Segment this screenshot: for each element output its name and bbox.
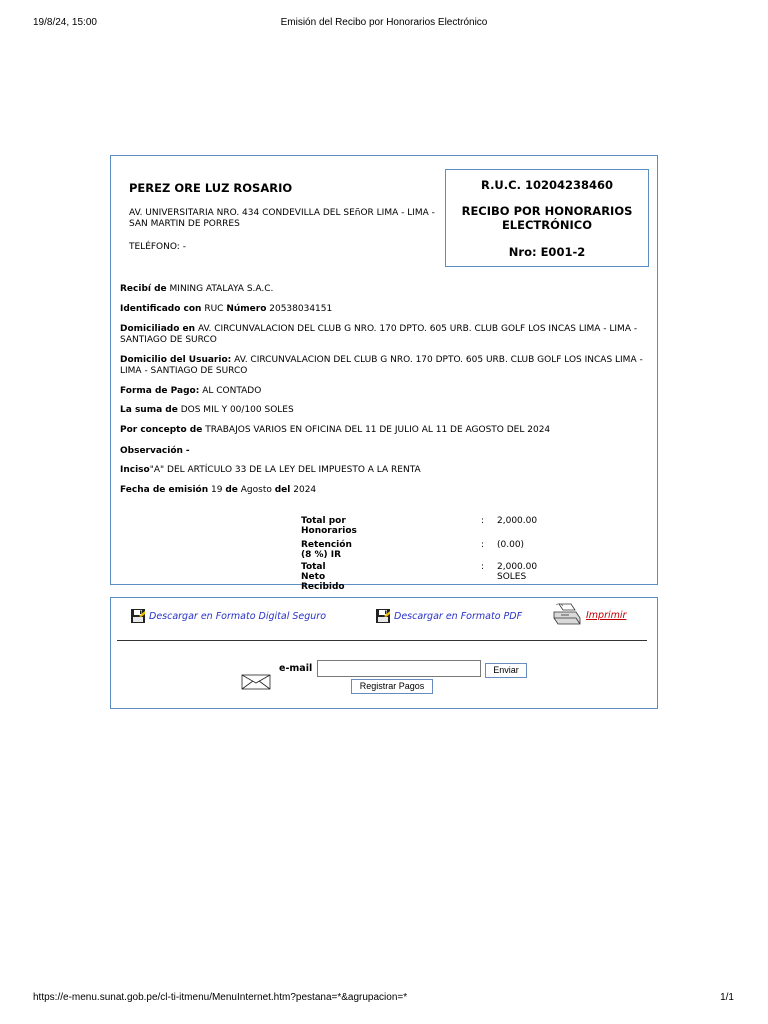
label: Recibí de: [120, 284, 167, 294]
field-fecha-emision: [120, 485, 650, 496]
issuer-name: PEREZ ORE LUZ ROSARIO: [129, 181, 293, 195]
download-secure-label: Descargar en Formato Digital Seguro: [149, 610, 327, 622]
download-secure-link[interactable]: [130, 608, 326, 624]
floppy-disk-icon: [375, 608, 391, 624]
envelope-icon: [241, 674, 271, 690]
value: TRABAJOS VARIOS EN OFICINA DEL 11 DE JULIO AL 11 DE AGOSTO DEL 2024: [205, 425, 551, 435]
label: Fecha de emisión: [120, 485, 209, 495]
total-label: Total Neto Recibido: [301, 562, 345, 592]
value: "A" DEL ARTÍCULO 33 DE LA LEY DEL IMPUESTO A LA RENTA: [149, 465, 421, 475]
value: -: [185, 446, 190, 456]
print-datetime: 19/8/24, 15:00: [33, 17, 97, 28]
floppy-disk-icon: [130, 608, 146, 624]
field-concepto: [120, 425, 650, 436]
page-count: 1/1: [720, 992, 734, 1003]
label: Número: [226, 304, 267, 314]
email-input[interactable]: [317, 660, 481, 677]
total-label: Total por Honorarios: [301, 516, 357, 536]
value: 20538034151: [269, 304, 333, 314]
value: MINING ATALAYA S.A.C.: [169, 284, 274, 294]
label: de: [225, 485, 238, 495]
total-label: Retención (8 %) IR: [301, 540, 352, 560]
document-id-box: [445, 169, 649, 267]
field-identificado: [120, 304, 650, 315]
print-link[interactable]: [551, 602, 626, 628]
total-colon: :: [481, 562, 485, 572]
total-colon: :: [481, 540, 485, 550]
field-suma: [120, 405, 650, 416]
day: 19: [211, 485, 223, 495]
total-colon: :: [481, 516, 485, 526]
label: Identificado con: [120, 304, 202, 314]
total-value: 2,000.00: [497, 516, 538, 526]
print-url: https://e-menu.sunat.gob.pe/cl-ti-itmenu/MenuInternet.htm?pestana=*&agrupacion=*: [33, 992, 408, 1003]
total-value: (0.00): [497, 540, 525, 550]
print-label: Imprimir: [586, 609, 627, 621]
field-recibi: [120, 284, 650, 295]
label: Domiciliado en: [120, 324, 196, 334]
month: Agosto: [240, 485, 272, 495]
issuer-address: AV. UNIVERSITARIA NRO. 434 CONDEVILLA DEL SEñOR LIMA - LIMA - SAN MARTIN DE PORRES: [129, 208, 435, 229]
register-payments-button[interactable]: Registrar Pagos: [351, 679, 433, 694]
print-page-title: Emisión del Recibo por Honorarios Electrónico: [280, 17, 488, 28]
value: AL CONTADO: [202, 386, 262, 396]
label: La suma de: [120, 405, 178, 415]
doc-type: RUC: [204, 304, 224, 314]
value: AV. CIRCUNVALACION DEL CLUB G NRO. 170 DPTO. 605 URB. CLUB GOLF LOS INCAS LIMA - LIMA - SANTIAGO DE SURCO: [120, 324, 638, 345]
field-domiciliado: [120, 324, 650, 346]
value: DOS MIL Y 00/100 SOLES: [180, 405, 294, 415]
label: Forma de Pago:: [120, 386, 200, 396]
label: Por concepto de: [120, 425, 203, 435]
printer-icon: [551, 602, 583, 628]
print-header: [0, 17, 768, 31]
value: AV. CIRCUNVALACION DEL CLUB G NRO. 170 DPTO. 605 URB. CLUB GOLF LOS INCAS LIMA - LIMA - SANTIAGO DE SURCO: [120, 355, 643, 376]
divider: [117, 640, 647, 641]
total-value: 2,000.00 SOLES: [497, 562, 538, 582]
label: del: [274, 485, 291, 495]
issuer-phone: TELÉFONO: -: [129, 242, 186, 252]
send-button[interactable]: Enviar: [485, 663, 527, 678]
field-observacion: [120, 446, 650, 457]
receipt-panel: [110, 155, 658, 592]
label: Observación: [120, 446, 183, 456]
label: Inciso: [120, 465, 150, 475]
download-pdf-label: Descargar en Formato PDF: [394, 610, 523, 622]
year: 2024: [293, 485, 317, 495]
label: Domicilio del Usuario:: [120, 355, 232, 365]
download-pdf-link[interactable]: [375, 608, 522, 624]
field-domicilio-usuario: [120, 355, 650, 377]
field-inciso: [120, 465, 650, 476]
document-number: Nro: E001-2: [508, 245, 586, 259]
email-label: e-mail: [279, 663, 313, 674]
ruc-number: R.U.C. 10204238460: [481, 178, 613, 192]
print-footer: [0, 992, 768, 1006]
document-type: RECIBO POR HONORARIOS ELECTRÓNICO: [461, 204, 633, 232]
field-forma-pago: [120, 386, 650, 397]
actions-panel: [110, 597, 658, 709]
